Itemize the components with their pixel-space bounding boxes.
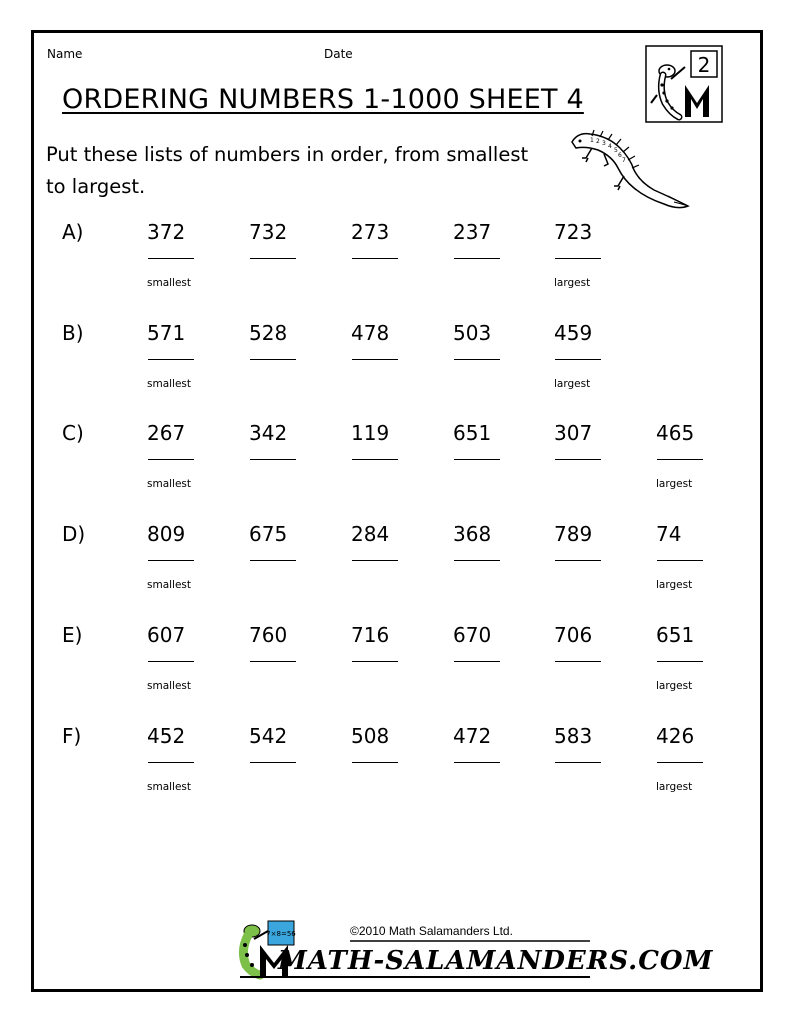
answer-blank[interactable] (555, 258, 601, 259)
answer-blank[interactable] (352, 258, 398, 259)
answer-blank[interactable] (555, 459, 601, 460)
number-value: 809 (147, 522, 186, 546)
problem-label: B) (62, 321, 84, 345)
logo-icon (645, 45, 723, 123)
problem-row (0, 623, 790, 723)
answer-blank[interactable] (250, 762, 296, 763)
smallest-hint: smallest (147, 478, 192, 490)
answer-blank[interactable] (454, 560, 500, 561)
answer-blank[interactable] (454, 459, 500, 460)
number-value: 459 (554, 321, 593, 345)
answer-blank[interactable] (148, 762, 194, 763)
instructions-text: Put these lists of numbers in order, from smallest to largest. (46, 143, 529, 198)
answer-blank[interactable] (148, 560, 194, 561)
smallest-hint: smallest (147, 680, 192, 692)
number-value: 478 (351, 321, 390, 345)
answer-blank[interactable] (555, 560, 601, 561)
number-value: 465 (656, 421, 695, 445)
largest-hint: largest (656, 781, 693, 793)
date-label: Date (324, 47, 353, 61)
name-label: Name (47, 47, 83, 61)
answer-blank[interactable] (250, 258, 296, 259)
number-value: 426 (656, 724, 695, 748)
answer-blank[interactable] (250, 359, 296, 360)
answer-blank[interactable] (352, 459, 398, 460)
number-value: 670 (453, 623, 492, 647)
number-value: 74 (656, 522, 682, 546)
problem-label: A) (62, 220, 84, 244)
number-value: 273 (351, 220, 390, 244)
number-value: 503 (453, 321, 492, 345)
number-value: 508 (351, 724, 390, 748)
problem-label: C) (62, 421, 84, 445)
answer-blank[interactable] (352, 661, 398, 662)
copyright-text: ©2010 Math Salamanders Ltd. (350, 924, 513, 938)
number-value: 789 (554, 522, 593, 546)
number-value: 307 (554, 421, 593, 445)
answer-blank[interactable] (657, 459, 703, 460)
number-value: 651 (656, 623, 695, 647)
number-value: 675 (249, 522, 288, 546)
problem-label: E) (62, 623, 83, 647)
answer-blank[interactable] (148, 661, 194, 662)
number-value: 372 (147, 220, 186, 244)
answer-blank[interactable] (657, 762, 703, 763)
smallest-hint: smallest (147, 579, 192, 591)
answer-blank[interactable] (555, 762, 601, 763)
number-value: 732 (249, 220, 288, 244)
answer-blank[interactable] (454, 258, 500, 259)
largest-hint: largest (554, 378, 591, 390)
number-value: 607 (147, 623, 186, 647)
number-value: 651 (453, 421, 492, 445)
answer-blank[interactable] (148, 359, 194, 360)
answer-blank[interactable] (250, 661, 296, 662)
svg-text:2: 2 (596, 138, 600, 145)
answer-blank[interactable] (250, 459, 296, 460)
problem-row (0, 421, 790, 521)
number-value: 119 (351, 421, 390, 445)
answer-blank[interactable] (148, 258, 194, 259)
problem-row (0, 321, 790, 421)
answer-blank[interactable] (657, 560, 703, 561)
logo-badge-number: 2 (697, 53, 711, 77)
largest-hint: largest (656, 478, 693, 490)
smallest-hint: smallest (147, 378, 192, 390)
number-value: 452 (147, 724, 186, 748)
smallest-hint: smallest (147, 277, 192, 289)
salamander-icon (568, 124, 698, 216)
number-value: 528 (249, 321, 288, 345)
problem-row (0, 724, 790, 824)
number-value: 583 (554, 724, 593, 748)
answer-blank[interactable] (454, 762, 500, 763)
svg-text:5: 5 (614, 147, 618, 154)
board-text: 7×8=56 (266, 930, 296, 938)
number-value: 284 (351, 522, 390, 546)
answer-blank[interactable] (352, 762, 398, 763)
svg-text:7: 7 (622, 157, 626, 164)
number-value: 368 (453, 522, 492, 546)
svg-text:4: 4 (608, 143, 612, 150)
number-value: 542 (249, 724, 288, 748)
worksheet-title: ORDERING NUMBERS 1-1000 SHEET 4 (62, 84, 584, 115)
answer-blank[interactable] (352, 359, 398, 360)
svg-text:1: 1 (590, 137, 594, 144)
problem-label: F) (62, 724, 82, 748)
number-value: 237 (453, 220, 492, 244)
number-value: 723 (554, 220, 593, 244)
largest-hint: largest (554, 277, 591, 289)
svg-text:3: 3 (602, 140, 606, 147)
problem-row (0, 220, 790, 320)
answer-blank[interactable] (148, 459, 194, 460)
answer-blank[interactable] (657, 661, 703, 662)
number-value: 267 (147, 421, 186, 445)
smallest-hint: smallest (147, 781, 192, 793)
problem-row (0, 522, 790, 622)
answer-blank[interactable] (250, 560, 296, 561)
largest-hint: largest (656, 579, 693, 591)
answer-blank[interactable] (555, 359, 601, 360)
svg-text:6: 6 (618, 152, 622, 159)
answer-blank[interactable] (555, 661, 601, 662)
largest-hint: largest (656, 680, 693, 692)
number-value: 571 (147, 321, 186, 345)
site-name: MATH-SALAMANDERS.COM (278, 946, 714, 976)
number-value: 342 (249, 421, 288, 445)
problem-label: D) (62, 522, 86, 546)
number-value: 472 (453, 724, 492, 748)
answer-blank[interactable] (454, 661, 500, 662)
answer-blank[interactable] (454, 359, 500, 360)
number-value: 706 (554, 623, 593, 647)
number-value: 716 (351, 623, 390, 647)
number-value: 760 (249, 623, 288, 647)
answer-blank[interactable] (352, 560, 398, 561)
